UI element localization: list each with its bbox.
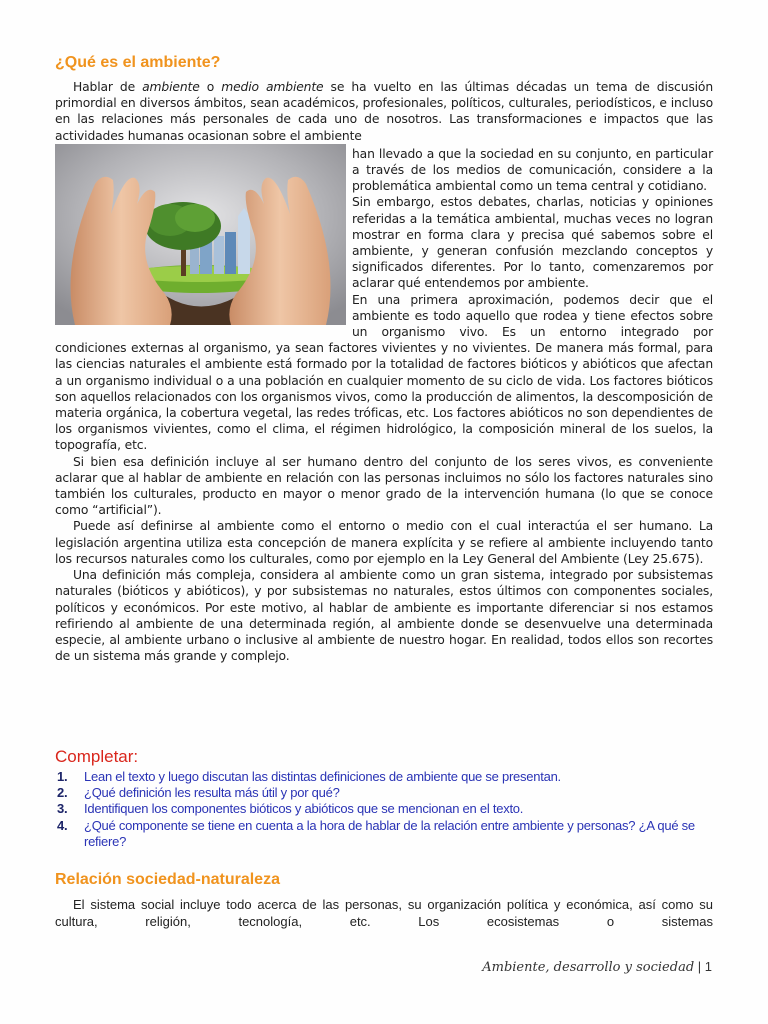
activity-item — [55, 785, 713, 801]
page-number: 1 — [704, 959, 712, 974]
emphasis-medio-ambiente: medio ambiente — [221, 80, 324, 94]
activity-title: Completar: — [55, 747, 139, 766]
hands-ecosystem-image — [55, 144, 346, 325]
item-number: 3. — [57, 801, 68, 817]
section-body — [55, 79, 713, 664]
item-number: 2. — [57, 785, 68, 801]
emphasis-ambiente: ambiente — [142, 80, 200, 94]
paragraph-legislacion: Puede así definirse al ambiente como el entorno o medio con el cual interactúa el ser humano. La legislación argentina utiliza esta concepción de manera explícita y se refiere al ambiente incluyendo tanto los recursos naturales como los culturales, como por ejemplo en la Ley General del Ambiente (Ley 25.675). — [55, 519, 713, 566]
activity-item — [55, 801, 713, 817]
page-footer — [482, 959, 712, 975]
text-run: Hablar de — [73, 80, 143, 94]
paragraph-intro-lead — [55, 79, 713, 144]
paragraph-debates: Sin embargo, estos debates, charlas, noticias y opiniones referidas a la temática ambiental, muchas veces no logran mostrar en forma clara y precisa qué sabemos sobre el ambiente, y generan confusión mezclando conceptos y significados diferentes. Por lo tanto, comenzaremos por aclarar qué entendemos por ambiente. — [352, 195, 713, 291]
book-title: Ambiente, desarrollo y sociedad — [482, 960, 695, 975]
item-text: Lean el texto y luego discutan las distintas definiciones de ambiente que se presentan. — [84, 769, 561, 784]
item-text: ¿Qué componente se tiene en cuenta a la hora de hablar de la relación entre ambiente y personas? ¿A qué se refiere? — [84, 817, 695, 849]
footer-separator: | — [694, 959, 705, 974]
paragraph-intro-continued: han llevado a que la sociedad en su conjunto, en particular a través de los medios de comunicación, considere a la problemática ambiental como un tema central y cotidiano. — [352, 146, 713, 194]
activity-list — [55, 769, 713, 850]
item-text: ¿Qué definición les resulta más útil y por qué? — [84, 785, 340, 801]
paragraph-ser-humano: Si bien esa definición incluye al ser humano dentro del conjunto de los seres vivos, es conveniente aclarar que al hablar de ambiente en relación con las personas incluimos no sólo los factores naturales sino también los culturales, producto en mayor o menor grado de la intervención humana (lo que se conoce como “artificial”). — [55, 454, 713, 518]
figure-container — [55, 144, 346, 326]
paragraph-sistema-social: El sistema social incluye todo acerca de las personas, su organización política y económica, así como su cultura, religión, tecnología, etc. Los ecosistemas o sistemas — [55, 897, 713, 929]
section-title-relacion-sociedad-naturaleza: Relación sociedad-naturaleza — [55, 871, 280, 888]
item-number: 4. — [57, 817, 68, 833]
paragraph-definicion-compleja: Una definición más compleja, considera al ambiente como un gran sistema, integrado por subsistemas naturales (bióticos y abióticos), y por subsistemas no naturales, estos últimos con componentes sociales, políticos y económicos. Por este motivo, al hablar de ambiente es importante diferenciar si nos estamos refiriendo al ambiente de una determinada región, al ambiente donde se desenvuelve una determinada especie, al ambiente urbano o inclusive al ambiente de nuestro hogar. En realidad, todos ellos son recortes de un sistema más grande y complejo. — [55, 568, 713, 664]
activity-item — [55, 769, 713, 785]
item-number: 1. — [57, 769, 68, 784]
item-text: Identifiquen los componentes bióticos y abióticos que se mencionan en el texto. — [84, 801, 524, 817]
paragraph-primera-aproximacion: En una primera aproximación, podemos decir que el ambiente es todo aquello que rodea y tiene efectos sobre un organismo vivo. Es un entorno integrado por condiciones externas al organismo, ya sean factores vivientes y no vivientes. De manera más formal, para las ciencias naturales el ambiente está formado por la totalidad de factores bióticos y abióticos que afectan a un organismo individual o a una población en cualquier momento de su ciclo de vida. Los factores bióticos son aquellos relacionados con los organismos vivos, como la producción de alimentos, la descomposición de materia orgánica, la cobertura vegetal, las redes tróficas, etc. Los factores abióticos no son dependientes de los organismos vivientes, como el clima, el régimen hidrológico, la composición mineral de los suelos, la topografía, etc. — [55, 292, 713, 453]
activity-box — [55, 747, 713, 850]
text-run: o — [199, 80, 222, 94]
text-run: se ha vuelto en las últimas décadas un tema de discusión primordial en diversos ámbitos, sean académicos, profesionales, políticos, culturales, periodísticos, e incluso en las relaciones más personales de cada uno de nosotros. Las transformaciones e impactos que las actividades humanas ocasionan sobre el ambiente — [55, 80, 713, 143]
hands-ecosystem-illustration — [55, 144, 346, 325]
activity-item — [55, 818, 713, 850]
section-title-que-es-el-ambiente: ¿Qué es el ambiente? — [55, 54, 221, 71]
